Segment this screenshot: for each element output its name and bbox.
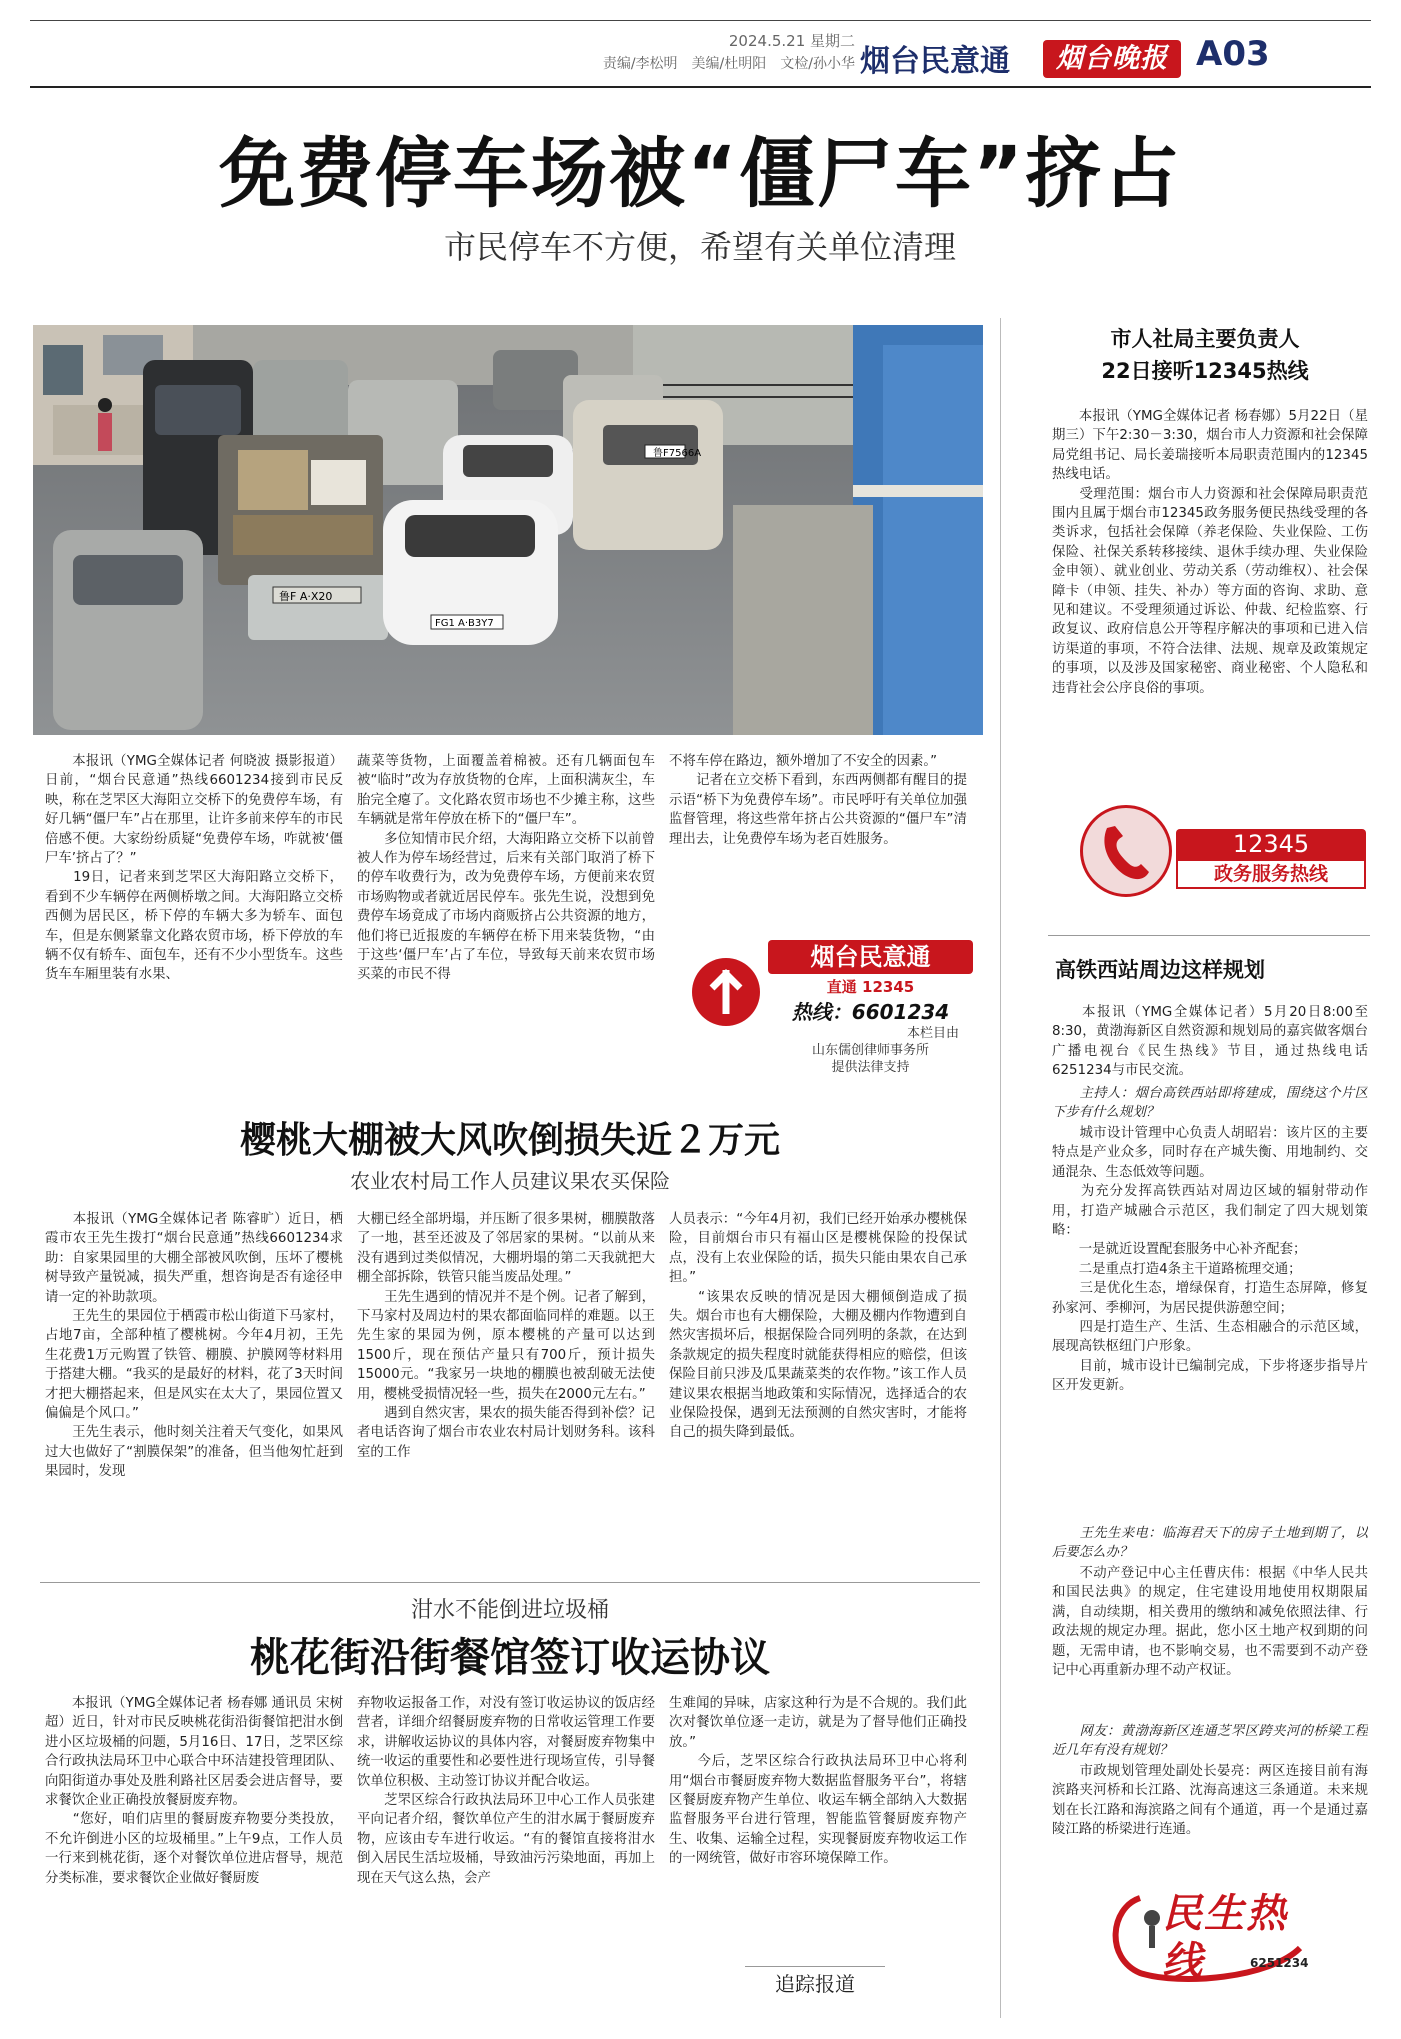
lead-subtitle: 市民停车不方便，希望有关单位清理 xyxy=(443,228,956,266)
main-column-rule xyxy=(1000,318,1001,2018)
lead-article-col2: 蔬菜等货物，上面覆盖着棉被。还有几辆面包车被“临时”改为存放货物的仓库，上面积满灰尘，车胎完全瘪了。文化路农贸市场也不少摊主称，这些车辆就是常年停放在桥下的“僵尸车”。 多位知情市民介绍，大海阳路立交桥下以前曾被人作为停车场经营过，后来有关部门取消了桥下的停车收费行为，改为免费停车场，方便前来农贸市场购物或者就近居民停车。张先生说，没想到免费停车场竟成了市场内商贩挤占公共资源的地方，他们将已近报废的车辆停在桥下用来装货物，“由于这些‘僵尸车’占了车位，导致每天前来农贸市场买菜的市民不得 xyxy=(357,754,655,983)
photo-plate-truck: 鲁F A·X20 xyxy=(279,590,333,603)
cherry-headline: 樱桃大棚被大风吹倒损失近２万元 xyxy=(239,1120,780,1161)
hotline-box-law1: 本栏目由 xyxy=(906,1026,959,1041)
rail-answer-2: 不动产登记中心主任曹庆伟：根据《中华人民共和国民法典》的规定，住宅建设用地使用权期限届满，自动续期，相关费用的缴纳和减免依照法律、行政法规的规定办理。据此，您小区土地产权到期的问题，无需申请，也不影响交易，也不需要到不动产登记中心再重新办理不动产权证。 xyxy=(1052,1566,1368,1679)
photo-plate-van: 鲁F7566A xyxy=(653,448,702,459)
hrss-article: 本报讯（YMG全媒体记者 杨春娜）5月22日（星期三）下午2:30－3:30，烟台市人力资源和社会保障局党组书记、局长姜瑞接听本局职责范围内的12345热线电话。 受理范围：烟台市人力资源和社会保障局职责范围内且属于烟台市12345政务服务便民热线受理的各类诉求，包括社会保障（养老保险、失业保险、工伤保险、社保关系转移接续、退休手续办理、失业保险金申领）、就业创业、劳动关系（劳动维权）、社会保障卡（申领、挂失、补办）等方面的咨询、求助、意见和建议。不受理须通过诉讼、仲裁、纪检监察、行政复议、政府信息公开等程序解决的事项和已进入信访渠道的事项，不符合法律、法规、规章及政策规定的事项，以及涉及国家秘密、商业秘密、个人隐私和违背社会公序良俗的事项。 xyxy=(1052,409,1368,696)
lead-headline: 免费停车场被“僵尸车”挤占 xyxy=(219,129,1181,218)
masthead-section: 烟台民意通 xyxy=(860,44,1010,79)
hotline-box xyxy=(690,940,975,1080)
cherry-subtitle: 农业农村局工作人员建议果农买保险 xyxy=(350,1169,670,1193)
minsheng-hotline-logo xyxy=(1100,1878,1330,1988)
masthead-editors: 责编/李松明 美编/杜明阳 文检/孙小华 xyxy=(602,56,855,72)
minsheng-logo-text: 民生热线 xyxy=(1162,1891,1288,1985)
telephone-icon xyxy=(1080,805,1172,897)
rail-question-2: 王先生来电：临海君天下的房子土地到期了，以后要怎么办？ xyxy=(1052,1526,1368,1561)
cherry-article-col3: 人员表示：“今年4月初，我们已经开始承办樱桃保险，目前烟台市只有福山区是樱桃保险的投保试点，没有上农业保险的话，损失只能由果农自己承担。” “该果农反映的情况是因大棚倾倒造成了损失。烟台市也有大棚保险，大棚及棚内作物遭到自然灾害损坏后，根据保险合同列明的条款，在达到条款规定的损失程度时就能获得相应的赔偿，但该保险目前只涉及瓜果蔬菜类的农作物。”该工作人员建议果农根据当地政策和实际情况，选择适合的农业保险投保，遇到无法预测的自然灾害时，才能将自己的损失降到最低。 xyxy=(669,1212,967,1441)
rail-answer-3: 市政规划管理处副处长晏亮：两区连接目前有海滨路夹河桥和长江路、沈海高速这三条通道。未来规划在长江路和海滨路之间有个通道，再一个是通过嘉陵江路的桥梁进行连通。 xyxy=(1052,1764,1368,1838)
lead-article-col1: 本报讯（YMG全媒体记者 何晓波 摄影报道）日前，“烟台民意通”热线6601234接到市民反映，称在芝罘区大海阳立交桥下的免费停车场，有好几辆“僵尸车”占在那里，让许多前来停车的市民倍感不便。大家纷纷质疑“免费停车场，咋就被‘僵尸车’挤占了？” 19日，记者来到芝罘区大海阳路立交桥下，看到不少车辆停在两侧桥墩之间。大海阳路立交桥西侧为居民区，桥下停的车辆大多为轿车、面包车，但是东侧紧靠文化路农贸市场，桥下停放的车辆不仅有轿车、面包车，还有不少小型货车。这些货车车厢里装有水果、 xyxy=(45,754,343,983)
rail-question-1: 主持人：烟台高铁西站即将建成，围绕这个片区下步有什么规划？ xyxy=(1052,1086,1368,1121)
hotline-badge-text: 政务服务热线 xyxy=(1176,859,1366,889)
hotline-box-law3: 提供法律支持 xyxy=(831,1060,910,1075)
masthead-date: 2024.5.21 星期二 xyxy=(728,32,855,50)
hotline-badge-num: 12345 xyxy=(1176,829,1366,859)
masthead-paper-name: 烟台晚报 xyxy=(1056,43,1168,74)
hotline-logo-mark-icon xyxy=(692,958,760,1026)
peach-article-col3: 生难闻的异味，店家这种行为是不合规的。我们此次对餐饮单位逐一走访，就是为了督导他们正确投放。” 今后，芝罘区综合行政执法局环卫中心将利用“烟台市餐厨废弃物大数据监督服务平台”，将辖区餐厨废弃物产生单位、收运车辆全部纳入大数据监督服务平台进行管理，智能监管餐厨废弃物产生、收集、运输全过程，实现餐厨废弃物收运工作的一网统管，做好市容环境保障工作。 xyxy=(669,1696,967,1867)
lead-article-col3: 不将车停在路边，额外增加了不安全的因素。” 记者在立交桥下看到，东西两侧都有醒目的提示语“桥下为免费停车场”。市民呼吁有关单位加强监督管理，将这些常年挤占公共资源的“僵尸车”清理出去，让免费停车场为老百姓服务。 xyxy=(669,754,967,847)
microphone-icon xyxy=(1144,1910,1160,1926)
hotline-box-law2: 山东儒创律师事务所 xyxy=(811,1043,929,1058)
hrss-headline-line1: 市人社局主要负责人 xyxy=(1110,327,1300,351)
hotline-box-direct: 直通 12345 xyxy=(826,978,915,996)
hotline-12345-badge xyxy=(1080,795,1370,905)
rail-question-3: 网友：黄渤海新区连通芝罘区跨夹河的桥梁工程近几年有没有规划？ xyxy=(1052,1724,1368,1759)
hrss-headline-line2: 22日接听12345热线 xyxy=(1101,359,1309,383)
masthead-page: A03 xyxy=(1196,34,1270,74)
peach-article-col2: 弃物收运报备工作，对没有签订收运协议的饭店经营者，详细介绍餐厨废弃物的日常收运管理工作要求，讲解收运协议的具体内容，对餐厨废弃物集中统一收运的重要性和必要性进行现场宣传，引导餐饮单位积极、主动签订协议并配合收运。 芝罘区综合行政执法局环卫中心工作人员张建平向记者介绍，餐饮单位产生的泔水属于餐厨废弃物，应该由专车进行收运。“有的餐馆直接将泔水倒入居民生活垃圾桶，导致油污污染地面，再加上现在天气这么热，会产 xyxy=(357,1696,655,1886)
cherry-article-col1: 本报讯（YMG全媒体记者 陈睿旷）近日，栖霞市农王先生拨打“烟台民意通”热线6601234求助：自家果园里的大棚全部被风吹倒，压坏了樱桃树导致产量锐减，损失严重，想咨询是否有途径申请一定的补助款项。 王先生的果园位于栖霞市松山街道下马家村，占地7亩，全部种植了樱桃树。今年4月初，王先生花费1万元购置了铁管、棚膜、护膜网等材料用于搭建大棚。“我买的是最好的材料，花了3天时间才把大棚搭起来，但是风实在太大了，果园位置又偏偏是个风口。” 王先生表示，他时刻关注着天气变化，如果风过大也做好了“割膜保架”的准备，但当他匆忙赶到果园时，发现 xyxy=(45,1212,343,1480)
minsheng-logo-phone: 6251234 xyxy=(1250,1956,1309,1970)
lead-photo xyxy=(33,325,983,735)
peach-headline: 桃花街沿街餐馆签订收运协议 xyxy=(250,1635,770,1681)
hotline-box-phone: 热线：6601234 xyxy=(791,1000,950,1024)
hotline-logo xyxy=(692,958,760,1026)
cherry-article-col2: 大棚已经全部坍塌，并压断了很多果树，棚膜散落了一地，甚至还波及了邻居家的果树。“以前从来没有遇到过类似情况，大棚坍塌的第二天我就把大棚全部拆除，铁管只能当废品处理。” 王先生遇到的情况并不是个例。记者了解到，下马家村及周边村的果农都面临同样的难题。以王先生家的果园为例，原本樱桃的产量可以达到1500斤，现在预估产量只有700斤，预计损失15000元。“我家另一块地的棚膜也被刮破无法使用，樱桃受损情况轻一些，损失在2000元左右。” 遇到自然灾害，果农的损失能否得到补偿？记者电话咨询了烟台市农业农村局计划财务科。该科室的工作 xyxy=(357,1212,655,1460)
follow-up-tag: 追踪报道 xyxy=(745,1966,885,2000)
photo-plate-sedan: FG1 A·B3Y7 xyxy=(435,618,494,629)
rail-answer-1: 城市设计管理中心负责人胡昭岩：该片区的主要特点是产业众多，同时存在产城失衡、用地制约、交通混杂、生态低效等问题。 为充分发挥高铁西站对周边区域的辐射带动作用，打造产城融合示范区，我们制定了四大规划策略： 一是就近设置配套服务中心补齐配套； 二是重点打造4条主干道路梳理交通； 三是优化生态，增绿保育，打造生态屏障，修复孙家河、季柳河，为居民提供游憩空间； 四是打造生产、生活、生态相融合的示范区域，展现高铁枢纽门户形象。 目前，城市设计已编制完成，下步将逐步指导片区开发更新。 xyxy=(1052,1126,1368,1394)
rail-headline: 高铁西站周边这样规划 xyxy=(1055,958,1265,982)
rail-intro: 本报讯（YMG全媒体记者）5月20日8:00至8:30，黄渤海新区自然资源和规划局的嘉宾做客烟台广播电视台《民生热线》节目，通过热线电话6251234与市民交流。 xyxy=(1052,1005,1368,1079)
masthead-paper-logo xyxy=(1043,40,1181,78)
hotline-box-title: 烟台民意通 xyxy=(768,940,973,974)
sidebar-divider xyxy=(1048,935,1370,936)
peach-article-col1: 本报讯（YMG全媒体记者 杨春娜 通讯员 宋树超）近日，针对市民反映桃花街沿街餐馆把泔水倒进小区垃圾桶的问题，5月16日、17日，芝罘区综合行政执法局环卫中心联合中环洁建投管理团队、向阳街道办事处及胜利路社区居委会进店督导，要求餐饮企业正确投放餐厨废弃物。 “您好，咱们店里的餐厨废弃物要分类投放，不允许倒进小区的垃圾桶里。”上午9点，工作人员一行来到桃花街，逐个对餐饮单位进店督导，规范分类标准，要求餐饮企业做好餐厨废 xyxy=(45,1696,343,1886)
peach-kicker: 泔水不能倒进垃圾桶 xyxy=(410,1598,609,1623)
section-divider xyxy=(40,1582,980,1583)
